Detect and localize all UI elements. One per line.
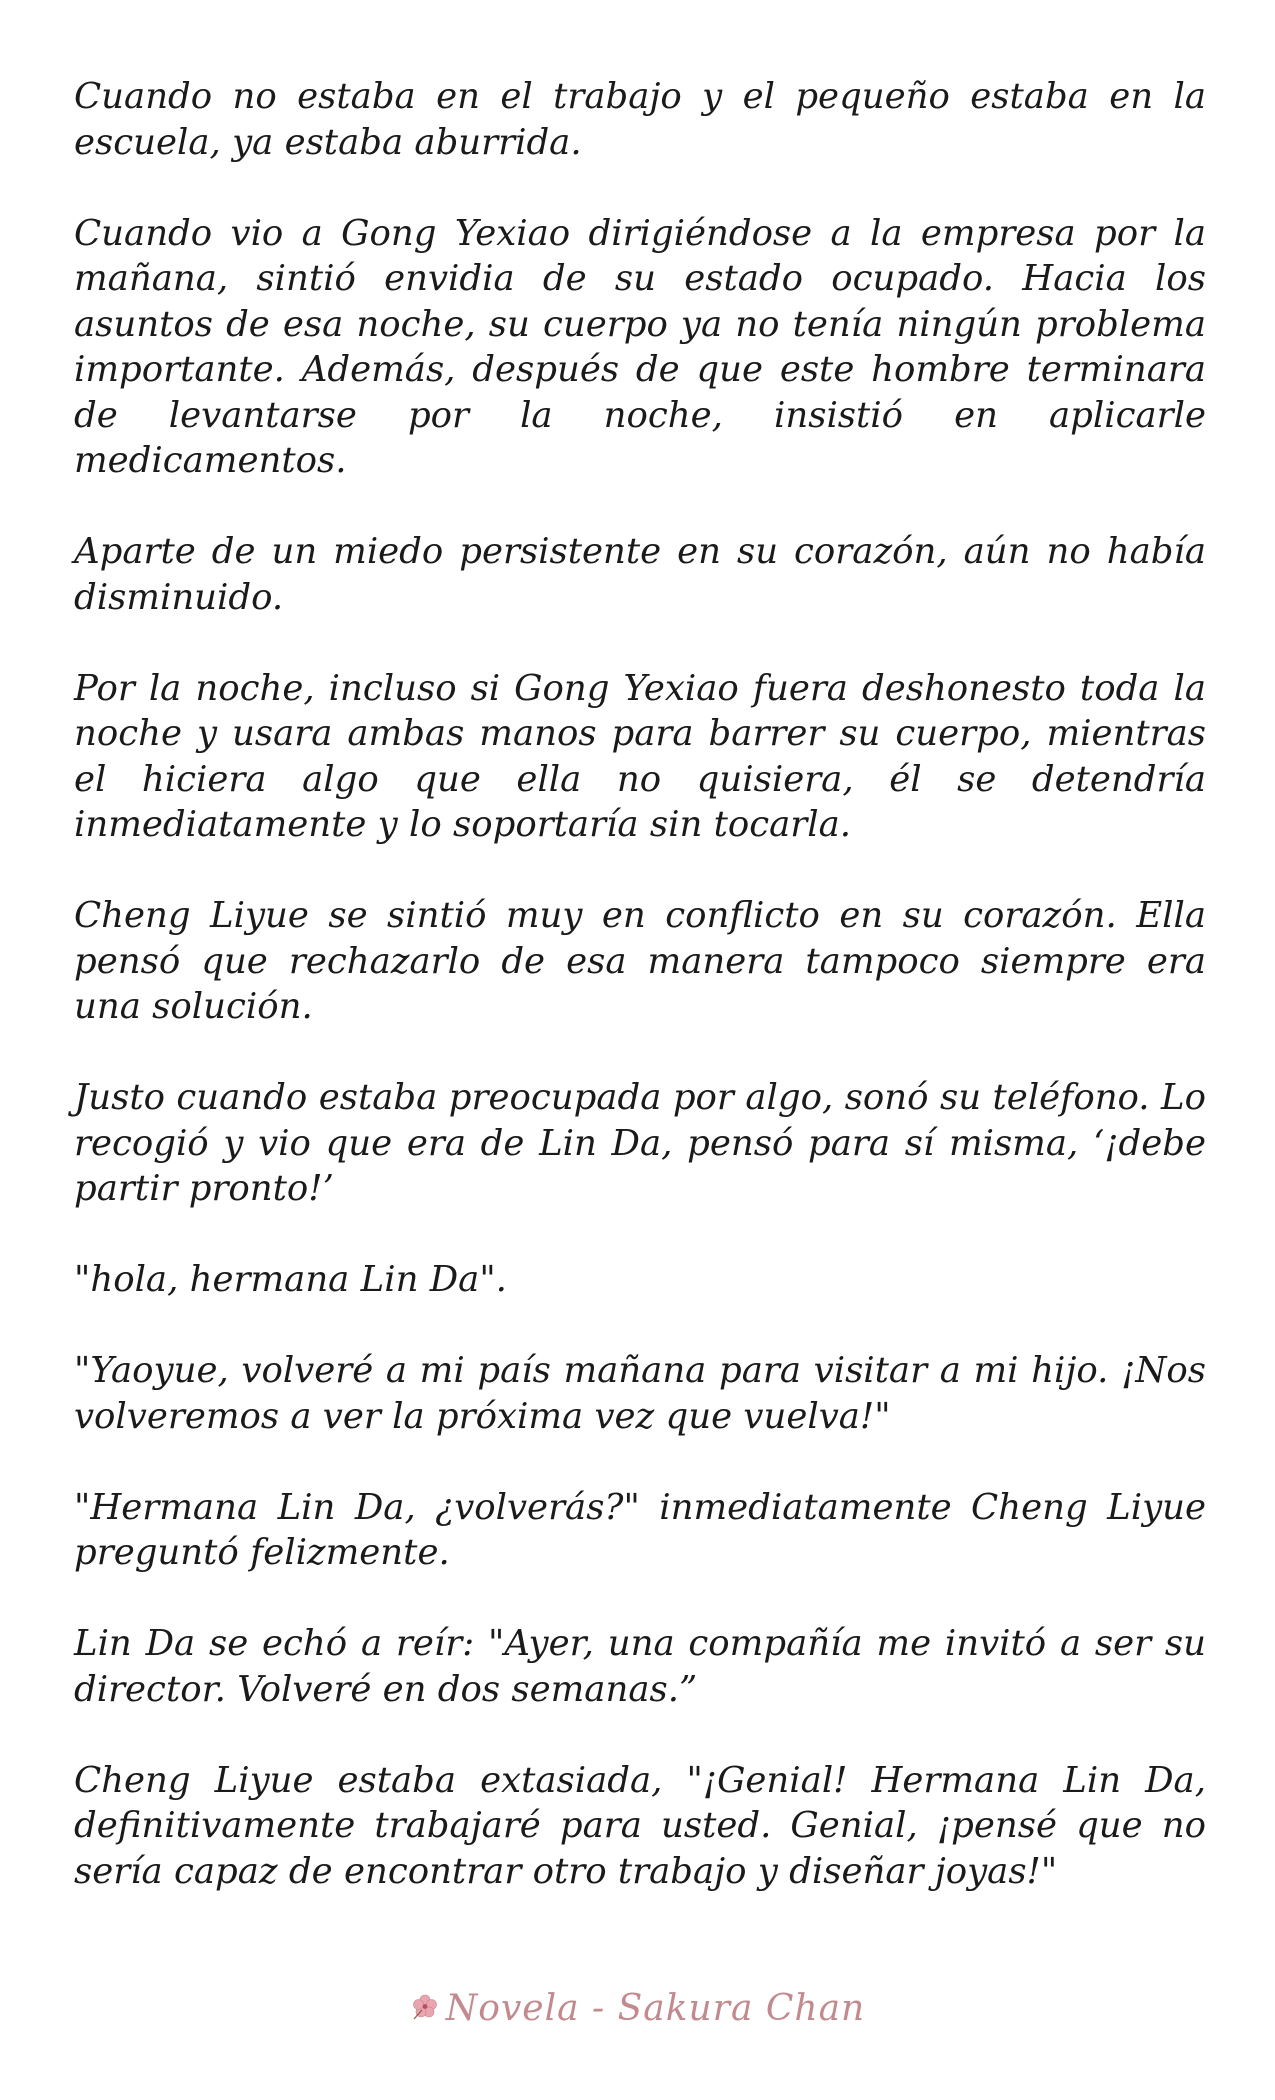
paragraph-3: Aparte de un miedo persistente en su corazón, aún no había disminuido.: [74, 531, 1206, 618]
paragraph-7: "hola, hermana Lin Da".: [74, 1259, 507, 1300]
watermark: [0, 1988, 1275, 2029]
paragraph-10: Lin Da se echó a reír: "Ayer, una compañía me invitó a ser su director. Volveré en dos semanas.”: [74, 1623, 1206, 1710]
paragraph-8: "Yaoyue, volveré a mi país mañana para visitar a mi hijo. ¡Nos volveremos a ver la próxima vez que vuelva!": [74, 1350, 1206, 1437]
cherry-blossom-icon: [410, 1990, 440, 2020]
paragraph-1: Cuando no estaba en el trabajo y el pequeño estaba en la escuela, ya estaba aburrida.: [74, 76, 1206, 163]
paragraph-9: "Hermana Lin Da, ¿volverás?" inmediatamente Cheng Liyue preguntó felizmente.: [74, 1486, 1206, 1573]
paragraph-6: Justo cuando estaba preocupada por algo, sonó su teléfono. Lo recogió y vio que era de Lin Da, pensó para sí misma, ‘¡debe partir pronto!’: [74, 1077, 1206, 1209]
paragraph-2: Cuando vio a Gong Yexiao dirigiéndose a la empresa por la mañana, sintió envidia de su estado ocupado. Hacia los asuntos de esa noche, su cuerpo ya no tenía ningún problema importante. Además, después de que este hombre terminara de levantarse por la noche, insistió en aplicarle medicamentos.: [74, 212, 1206, 481]
paragraph-5: Cheng Liyue se sintió muy en conflicto en su corazón. Ella pensó que rechazarlo de esa manera tampoco siempre era una solución.: [74, 895, 1206, 1027]
paragraph-11: Cheng Liyue estaba extasiada, "¡Genial! Hermana Lin Da, definitivamente trabajaré para usted. Genial, ¡pensé que no sería capaz de encontrar otro trabajo y diseñar joyas!": [74, 1759, 1206, 1892]
watermark-text: Novela - Sakura Chan: [445, 1988, 866, 2029]
chapter-text: [74, 74, 1206, 1940]
paragraph-4: Por la noche, incluso si Gong Yexiao fuera deshonesto toda la noche y usara ambas manos para barrer su cuerpo, mientras el hiciera algo que ella no quisiera, él se detendría inmediatamente y lo soportaría sin tocarla.: [74, 667, 1206, 845]
